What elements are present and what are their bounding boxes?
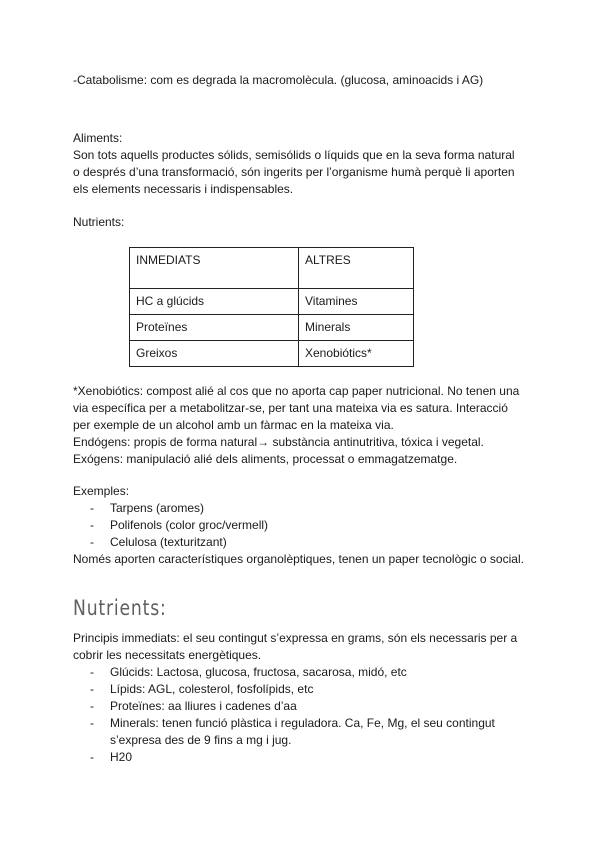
aliments-line: els elements necessaris i indispensables.	[73, 182, 294, 196]
aliments-title: Aliments:	[73, 131, 123, 145]
table-row	[130, 315, 414, 341]
table-row	[130, 341, 414, 367]
aliments-section	[73, 130, 515, 198]
principis-section	[73, 630, 517, 766]
table-cell: Proteïnes	[130, 315, 299, 341]
exemples-footer: Només aporten característiques organolèptiques, tenen un paper tecnològic o social.	[73, 552, 524, 566]
table-header-cell: INMEDIATS	[130, 248, 299, 289]
list-item-text: Polifenols (color groc/vermell)	[110, 518, 269, 532]
list-item-text: Lípids: AGL, colesterol, fosfolípids, etc	[110, 682, 314, 696]
table-header-cell: ALTRES	[299, 248, 414, 289]
list-item-text: Proteïnes: aa lliures i cadenes d’aa	[110, 699, 297, 713]
catabolisme-line: -Catabolisme: com es degrada la macromolècula. (glucosa, aminoacids i AG)	[73, 73, 484, 87]
list-item	[73, 534, 524, 551]
table-cell: Xenobiótics*	[299, 341, 414, 367]
list-item-text: s’expresa des de 9 fins a mg i jug.	[110, 733, 292, 747]
list-item	[73, 698, 517, 715]
bullet-dash: -	[90, 535, 94, 549]
list-item-text: Minerals: tenen funció plàstica i reguladora. Ca, Fe, Mg, el seu contingut	[110, 716, 495, 730]
bullet-dash: -	[90, 501, 94, 515]
endogens-line: Endógens: propis de forma natural→ substància antinutritiva, tóxica i vegetal.	[73, 435, 484, 449]
list-item	[73, 749, 517, 766]
section-heading: Nutrients:	[73, 596, 167, 620]
list-item	[73, 500, 524, 517]
exemples-section	[73, 483, 524, 568]
xeno-line: via específica per a metabolitzar-se, per tant una mateixa via es satura. Interacció	[73, 401, 508, 415]
aliments-line: o després d’una transformació, són ingerits per l’organisme humà perquè li aporten	[73, 165, 515, 179]
list-item-text: Glúcids: Lactosa, glucosa, fructosa, sacarosa, midó, etc	[110, 665, 407, 679]
table-cell: HC a glúcids	[130, 289, 299, 315]
principis-line: Principis immediats: el seu contingut s’expressa en grams, són els necessaris per a	[73, 631, 518, 645]
table-row	[130, 289, 414, 315]
principis-line: cobrir les necessitats energètiques.	[73, 648, 262, 662]
table-header-row	[130, 248, 414, 289]
bullet-dash: -	[90, 682, 94, 696]
list-item-text: H20	[110, 750, 133, 764]
bullet-dash: -	[90, 665, 94, 679]
list-item	[73, 517, 524, 534]
xenobiotics-section	[73, 383, 519, 468]
bullet-dash: -	[90, 518, 94, 532]
bullet-dash: -	[90, 716, 94, 730]
list-item	[73, 715, 517, 732]
exemples-list	[73, 500, 524, 551]
exemples-title: Exemples:	[73, 484, 130, 498]
list-item	[73, 664, 517, 681]
table-cell: Vitamines	[299, 289, 414, 315]
table-cell: Minerals	[299, 315, 414, 341]
list-item	[73, 681, 517, 698]
nutrients-table	[129, 247, 414, 367]
list-item-text: Celulosa (texturitzant)	[110, 535, 227, 549]
list-item-text: Tarpens (aromes)	[110, 501, 205, 515]
xeno-line: *Xenobiótics: compost alié al cos que no aporta cap paper nutricional. No tenen una	[73, 384, 520, 398]
exogens-line: Exógens: manipulació alié dels aliments, processat o emmagatzematge.	[73, 452, 458, 466]
bullet-dash: -	[90, 750, 94, 764]
bullet-dash: -	[90, 699, 94, 713]
xeno-line: per exemple de un alcohol amb un fàrmac en la mateixa via.	[73, 418, 394, 432]
nutrients-label: Nutrients:	[73, 215, 125, 229]
aliments-line: Son tots aquells productes sólids, semisólids o líquids que en la seva forma natural	[73, 148, 515, 162]
table-cell: Greixos	[130, 341, 299, 367]
list-item-continuation	[73, 732, 517, 749]
principis-list	[73, 664, 517, 766]
